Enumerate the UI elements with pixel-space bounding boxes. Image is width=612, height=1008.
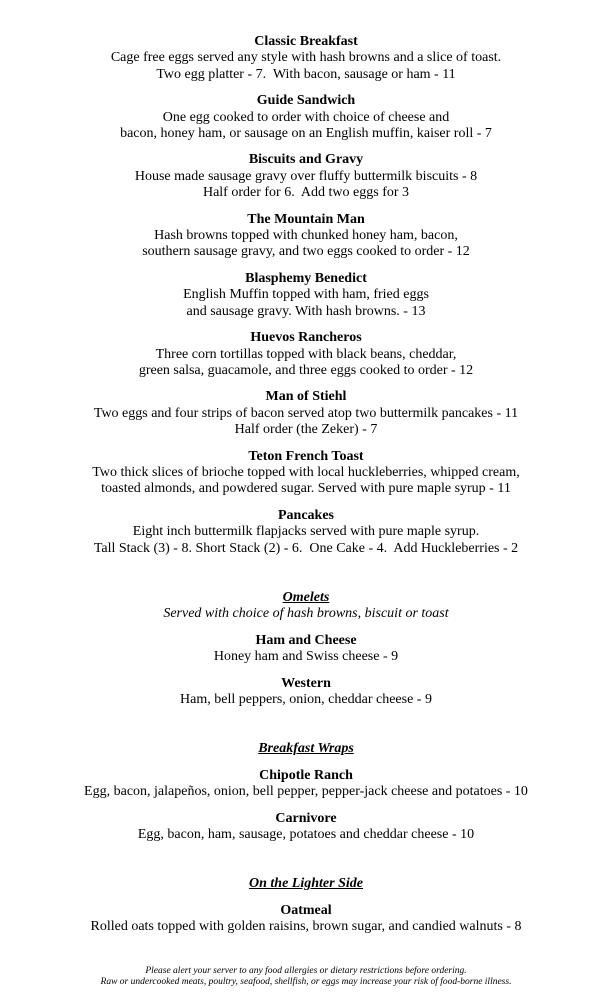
menu-item-price-line: southern sausage gravy, and two eggs cooked to order - 12 bbox=[142, 244, 470, 260]
menu-item-description-line: Three corn tortillas topped with black beans, cheddar, bbox=[155, 346, 457, 362]
menu-item-name: Classic Breakfast bbox=[254, 34, 358, 49]
menu-item-price-line: Half order for 6. Add two eggs for 3 bbox=[202, 185, 410, 201]
menu-item-western bbox=[0, 676, 612, 709]
menu-item-price-line: Half order (the Zeker) - 7 bbox=[234, 422, 378, 438]
menu-item-description-line: Cage free eggs served any style with hash browns and a slice of toast. bbox=[110, 50, 502, 66]
menu-item-description-line: Two eggs and four strips of bacon served atop two buttermilk pancakes - 11 bbox=[93, 405, 519, 421]
menu-item-name: The Mountain Man bbox=[247, 211, 365, 227]
section-subtitle: Served with choice of hash browns, biscuit or toast bbox=[163, 606, 449, 622]
menu-item-chipotle-ranch bbox=[0, 768, 612, 801]
menu-item-oatmeal bbox=[0, 903, 612, 936]
menu-section-omelets bbox=[0, 590, 612, 708]
menu-item-name: Teton French Toast bbox=[248, 448, 364, 464]
menu-item-description-line: Rolled oats topped with golden raisins, brown sugar, and candied walnuts - 8 bbox=[90, 919, 522, 935]
menu-item-biscuits-and-gravy bbox=[0, 152, 612, 201]
menu-item-name: Ham and Cheese bbox=[255, 632, 357, 648]
menu-item-guide-sandwich bbox=[0, 93, 612, 142]
menu-item-description-line: Two thick slices of brioche topped with local huckleberries, whipped cream, bbox=[92, 464, 520, 480]
menu-item-blasphemy-benedict bbox=[0, 271, 612, 320]
menu-item-name: Guide Sandwich bbox=[256, 93, 356, 109]
menu-item-price-line: and sausage gravy. With hash browns. - 13 bbox=[186, 303, 426, 319]
allergy-notice-line: Please alert your server to any food allergies or dietary restrictions before ordering. bbox=[145, 965, 467, 976]
menu-item-name: Chipotle Ranch bbox=[259, 767, 353, 783]
menu-item-description-line: Egg, bacon, jalapeños, onion, bell pepper, pepper-jack cheese and potatoes - 10 bbox=[84, 784, 528, 800]
menu-item-price-line: bacon, honey ham, or sausage on an English muffin, kaiser roll - 7 bbox=[120, 126, 492, 142]
menu-item-carnivore bbox=[0, 811, 612, 844]
menu-item-name: Western bbox=[281, 675, 331, 691]
menu-section-breakfast-wraps bbox=[0, 741, 612, 843]
menu-item-description-line: English Muffin topped with ham, fried eggs bbox=[183, 287, 429, 303]
menu-item-name: Man of Stiehl bbox=[265, 389, 347, 405]
food-safety-notice-line: Raw or undercooked meats, poultry, seafood, shellfish, or eggs may increase your risk of food-borne illness. bbox=[100, 977, 512, 988]
menu-item-mountain-man bbox=[0, 212, 612, 261]
menu-item-description-line: Egg, bacon, ham, sausage, potatoes and cheddar cheese - 10 bbox=[137, 827, 475, 843]
menu-item-price-line: Two egg platter - 7. With bacon, sausage or ham - 11 bbox=[156, 66, 456, 82]
menu-item-price-line: toasted almonds, and powdered sugar. Served with pure maple syrup - 11 bbox=[101, 481, 511, 497]
menu-section-lighter-side bbox=[0, 876, 612, 935]
menu-item-name: Carnivore bbox=[275, 810, 337, 826]
menu-item-description-line: Ham, bell peppers, onion, cheddar cheese - 9 bbox=[180, 692, 432, 707]
menu-section-breakfast-entrees bbox=[0, 34, 612, 557]
menu-item-name: Huevos Rancheros bbox=[250, 330, 362, 346]
menu-item-man-of-stiehl bbox=[0, 389, 612, 438]
menu-item-price-line: green salsa, guacamole, and three eggs cooked to order - 12 bbox=[138, 362, 474, 378]
menu-item-description-line: One egg cooked to order with choice of cheese and bbox=[162, 109, 450, 125]
menu-item-teton-french-toast bbox=[0, 449, 612, 498]
footer-disclaimer bbox=[0, 966, 612, 989]
menu-item-name: Pancakes bbox=[278, 507, 334, 523]
menu-item-description-line: Honey ham and Swiss cheese - 9 bbox=[213, 649, 399, 665]
menu-item-description-line: House made sausage gravy over fluffy buttermilk biscuits - 8 bbox=[134, 168, 478, 184]
menu-item-price-line: Tall Stack (3) - 8. Short Stack (2) - 6. One Cake - 4. Add Huckleberries - 2 bbox=[93, 540, 519, 556]
menu-item-huevos-rancheros bbox=[0, 330, 612, 379]
menu-item-name: Blasphemy Benedict bbox=[245, 270, 367, 286]
menu-item-pancakes bbox=[0, 508, 612, 557]
section-title: On the Lighter Side bbox=[249, 876, 363, 892]
menu-item-name: Oatmeal bbox=[280, 902, 332, 918]
menu-item-classic-breakfast bbox=[0, 34, 612, 83]
menu-item-description-line: Eight inch buttermilk flapjacks served with pure maple syrup. bbox=[132, 524, 480, 540]
menu-item-description-line: Hash browns topped with chunked honey ham, bacon, bbox=[154, 228, 458, 244]
section-title: Omelets bbox=[282, 589, 330, 605]
section-title: Breakfast Wraps bbox=[258, 741, 354, 757]
menu-item-ham-and-cheese bbox=[0, 633, 612, 666]
menu-item-name: Biscuits and Gravy bbox=[248, 152, 364, 168]
